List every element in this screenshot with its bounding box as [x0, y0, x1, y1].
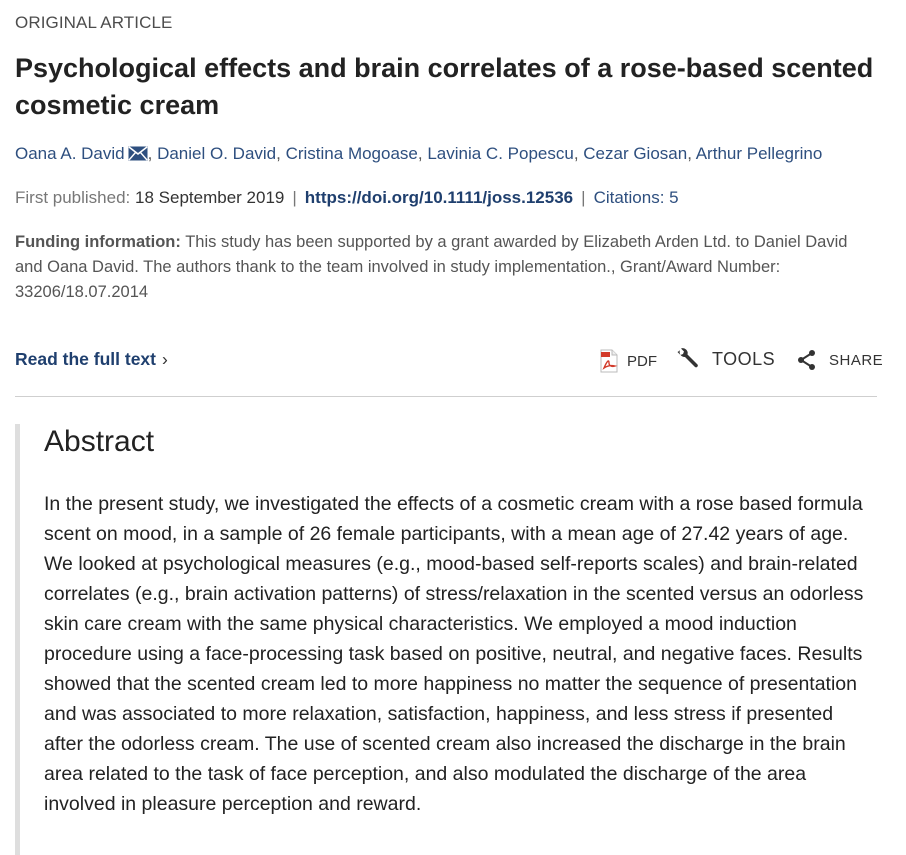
- mail-icon[interactable]: [128, 146, 148, 166]
- author-list: Oana A. David , Daniel O. David, Cristina Mogoase, Lavinia C. Popescu, Cezar Giosan, Arthur Pellegrino: [15, 144, 822, 166]
- separator: |: [292, 188, 297, 207]
- author-link[interactable]: Cristina Mogoase: [285, 144, 418, 163]
- author-link[interactable]: Lavinia C. Popescu: [427, 144, 574, 163]
- pdf-button[interactable]: [599, 349, 657, 373]
- funding-label: Funding information:: [15, 233, 181, 251]
- abstract-accent-bar: [15, 424, 20, 855]
- separator: |: [581, 188, 586, 207]
- wrench-icon: [676, 347, 700, 371]
- share-icon: [797, 349, 817, 371]
- author-link[interactable]: Oana A. David: [15, 144, 125, 163]
- abstract-heading: Abstract: [44, 425, 155, 458]
- citations-link[interactable]: Citations: 5: [593, 188, 679, 207]
- abstract-text: In the present study, we investigated the effects of a cosmetic cream with a rose based formula scent on mood, in a sample of 26 female participants, with a mean age of 27.42 years of age. We looked at psychological measures (e.g., mood-based self-reports scales) and brain-related correlates (e.g., brain activation patterns) of stress/relaxation in the scented versus an odorless skin care cream with the same physical characteristics. We employed a mood induction procedure using a face-processing task based on positive, neutral, and negative faces. Results showed that the scented cream led to more happiness no matter the sequence of presentation and was associated to more relaxation, satisfaction, happiness, and less stress if presented after the odorless cream. The use of scented cream also increased the discharge in the brain area related to the task of face perception, and also modulated the discharge of the area involved in pleasure perception and reward.: [44, 493, 864, 815]
- first-published-date: 18 September 2019: [135, 188, 285, 207]
- share-button[interactable]: [797, 349, 883, 371]
- read-full-text-link[interactable]: [15, 349, 168, 370]
- share-label: SHARE: [829, 351, 884, 369]
- read-full-text-label: Read the full text: [15, 349, 156, 369]
- first-published-label: First published:: [15, 188, 131, 207]
- funding-information: [15, 230, 865, 305]
- author-link[interactable]: Cezar Giosan: [583, 144, 688, 163]
- doi-link[interactable]: https://doi.org/10.1111/joss.12536: [304, 188, 574, 207]
- article-type: ORIGINAL ARTICLE: [15, 13, 173, 32]
- divider: [15, 396, 877, 397]
- funding-text: This study has been supported by a grant awarded by Elizabeth Arden Ltd. to Daniel David and Oana David. The authors thank to the team involved in study implementation., Grant/Award Number: 33206/18.07.2014: [15, 233, 848, 301]
- pdf-label: PDF: [627, 352, 657, 370]
- tools-button[interactable]: [676, 347, 775, 371]
- pdf-icon: [599, 349, 619, 373]
- article-title: Psychological effects and brain correlates of a rose-based scented cosmetic cream: [15, 53, 874, 120]
- tools-label: TOOLS: [712, 348, 776, 369]
- publication-info: [15, 188, 679, 208]
- author-link[interactable]: Arthur Pellegrino: [695, 144, 823, 163]
- chevron-right-icon: ›: [162, 349, 168, 369]
- author-link[interactable]: Daniel O. David: [157, 144, 277, 163]
